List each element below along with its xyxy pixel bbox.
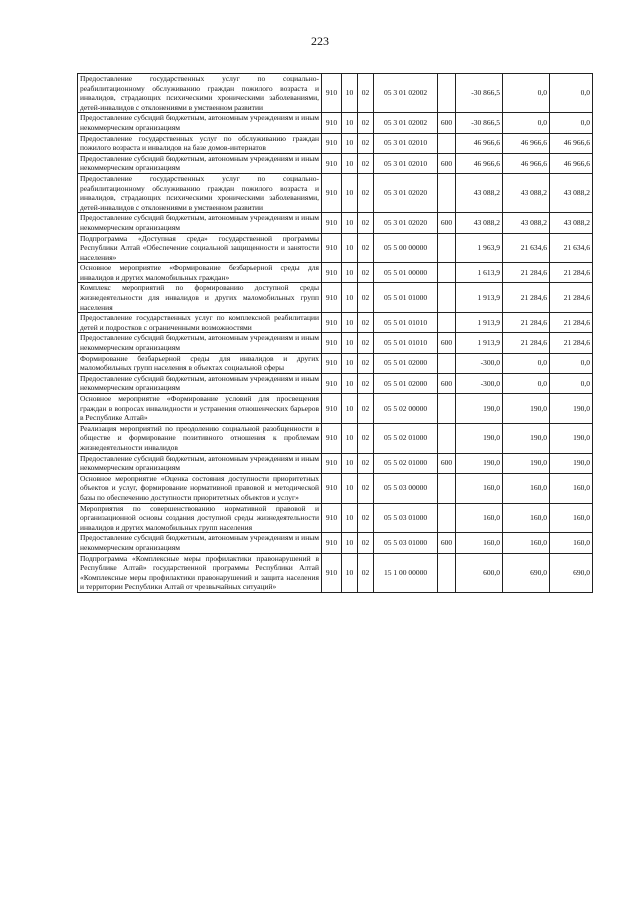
amount-year3-cell: 160,0 <box>550 503 593 533</box>
admin-code-cell: 910 <box>322 503 342 533</box>
section-code-cell: 10 <box>342 113 358 133</box>
subsection-code-cell: 02 <box>358 263 374 283</box>
section-code-cell: 10 <box>342 153 358 173</box>
section-code-cell: 10 <box>342 263 358 283</box>
expense-type-cell <box>438 263 456 283</box>
target-article-cell: 05 3 01 02020 <box>374 173 438 212</box>
row-name-cell: Предоставление субсидий бюджетным, автономным учреждениям и иным некоммерческим организациям <box>78 333 322 353</box>
admin-code-cell: 910 <box>322 373 342 393</box>
target-article-cell: 05 5 00 00000 <box>374 233 438 263</box>
amount-year2-cell: 43 088,2 <box>503 173 550 212</box>
admin-code-cell: 910 <box>322 473 342 503</box>
row-name-cell: Формирование безбарьерной среды для инвалидов и других маломобильных групп населения в объектах социальной сферы <box>78 353 322 373</box>
section-code-cell: 10 <box>342 333 358 353</box>
expense-type-cell <box>438 133 456 153</box>
section-code-cell: 10 <box>342 394 358 424</box>
subsection-code-cell: 02 <box>358 173 374 212</box>
amount-year2-cell: 21 284,6 <box>503 283 550 313</box>
amount-year3-cell: 160,0 <box>550 533 593 553</box>
amount-year1-cell: -30 866,5 <box>456 74 503 113</box>
row-name-cell: Предоставление субсидий бюджетным, автономным учреждениям и иным некоммерческим организациям <box>78 113 322 133</box>
subsection-code-cell: 02 <box>358 113 374 133</box>
expense-type-cell <box>438 353 456 373</box>
row-name-cell: Подпрограмма «Комплексные меры профилактики правонарушений в Республике Алтай» государственной программы Республики Алтай «Комплексные меры профилактики правонарушений и защита населения и территории Республики Алтай от чрезвычайных ситуаций» <box>78 553 322 592</box>
amount-year1-cell: 1 913,9 <box>456 333 503 353</box>
amount-year1-cell: 190,0 <box>456 394 503 424</box>
target-article-cell: 15 1 00 00000 <box>374 553 438 592</box>
row-name-cell: Основное мероприятие «Оценка состояния доступности приоритетных объектов и услуг, формирование нормативной правовой и методической базы по обеспечению доступности приоритетных объектов и услуг» <box>78 473 322 503</box>
subsection-code-cell: 02 <box>358 333 374 353</box>
expense-type-cell <box>438 313 456 333</box>
amount-year3-cell: 690,0 <box>550 553 593 592</box>
target-article-cell: 05 5 01 02000 <box>374 353 438 373</box>
subsection-code-cell: 02 <box>358 74 374 113</box>
section-code-cell: 10 <box>342 473 358 503</box>
row-name-cell: Основное мероприятие «Формирование безбарьерной среды для инвалидов и других маломобильных граждан» <box>78 263 322 283</box>
amount-year3-cell: 43 088,2 <box>550 213 593 233</box>
amount-year1-cell: -300,0 <box>456 373 503 393</box>
admin-code-cell: 910 <box>322 74 342 113</box>
expense-type-cell <box>438 173 456 212</box>
amount-year3-cell: 160,0 <box>550 473 593 503</box>
target-article-cell: 05 3 01 02010 <box>374 153 438 173</box>
amount-year2-cell: 21 284,6 <box>503 313 550 333</box>
amount-year3-cell: 21 634,6 <box>550 233 593 263</box>
admin-code-cell: 910 <box>322 133 342 153</box>
amount-year3-cell: 0,0 <box>550 113 593 133</box>
subsection-code-cell: 02 <box>358 503 374 533</box>
table-row <box>78 503 593 533</box>
amount-year1-cell: 160,0 <box>456 533 503 553</box>
target-article-cell: 05 3 01 02020 <box>374 213 438 233</box>
table-row <box>78 213 593 233</box>
subsection-code-cell: 02 <box>358 133 374 153</box>
amount-year1-cell: 46 966,6 <box>456 153 503 173</box>
table-row <box>78 553 593 592</box>
section-code-cell: 10 <box>342 133 358 153</box>
amount-year1-cell: -30 866,5 <box>456 113 503 133</box>
subsection-code-cell: 02 <box>358 423 374 453</box>
table-row <box>78 353 593 373</box>
target-article-cell: 05 5 03 01000 <box>374 533 438 553</box>
target-article-cell: 05 5 02 01000 <box>374 423 438 453</box>
expense-type-cell <box>438 553 456 592</box>
admin-code-cell: 910 <box>322 394 342 424</box>
target-article-cell: 05 5 01 01000 <box>374 283 438 313</box>
expense-type-cell: 600 <box>438 153 456 173</box>
target-article-cell: 05 5 03 00000 <box>374 473 438 503</box>
expense-type-cell <box>438 473 456 503</box>
subsection-code-cell: 02 <box>358 313 374 333</box>
section-code-cell: 10 <box>342 453 358 473</box>
row-name-cell: Подпрограмма «Доступная среда» государственной программы Республики Алтай «Обеспечение социальной защищенности и занятости населения» <box>78 233 322 263</box>
subsection-code-cell: 02 <box>358 213 374 233</box>
target-article-cell: 05 5 01 01010 <box>374 333 438 353</box>
row-name-cell: Предоставление субсидий бюджетным, автономным учреждениям и иным некоммерческим организациям <box>78 213 322 233</box>
amount-year3-cell: 21 284,6 <box>550 313 593 333</box>
amount-year2-cell: 0,0 <box>503 74 550 113</box>
amount-year1-cell: 1 913,9 <box>456 283 503 313</box>
amount-year1-cell: 1 963,9 <box>456 233 503 263</box>
section-code-cell: 10 <box>342 533 358 553</box>
amount-year3-cell: 21 284,6 <box>550 263 593 283</box>
section-code-cell: 10 <box>342 313 358 333</box>
amount-year3-cell: 190,0 <box>550 423 593 453</box>
admin-code-cell: 910 <box>322 153 342 173</box>
section-code-cell: 10 <box>342 233 358 263</box>
amount-year1-cell: 160,0 <box>456 473 503 503</box>
row-name-cell: Предоставление субсидий бюджетным, автономным учреждениям и иным некоммерческим организациям <box>78 373 322 393</box>
row-name-cell: Основное мероприятие «Формирование условий для просвещения граждан в вопросах инвалидности и устранения отношенческих барьеров в Республике Алтай» <box>78 394 322 424</box>
row-name-cell: Мероприятия по совершенствованию нормативной правовой и организационной основы создания доступной среды жизнедеятельности инвалидов и других маломобильных групп населения <box>78 503 322 533</box>
admin-code-cell: 910 <box>322 233 342 263</box>
admin-code-cell: 910 <box>322 113 342 133</box>
amount-year2-cell: 160,0 <box>503 533 550 553</box>
row-name-cell: Предоставление субсидий бюджетным, автономным учреждениям и иным некоммерческим организациям <box>78 453 322 473</box>
amount-year3-cell: 21 284,6 <box>550 333 593 353</box>
section-code-cell: 10 <box>342 74 358 113</box>
budget-table <box>77 73 593 593</box>
expense-type-cell: 600 <box>438 333 456 353</box>
section-code-cell: 10 <box>342 353 358 373</box>
amount-year3-cell: 43 088,2 <box>550 173 593 212</box>
expense-type-cell <box>438 394 456 424</box>
target-article-cell: 05 3 01 02010 <box>374 133 438 153</box>
table-row <box>78 113 593 133</box>
expense-type-cell: 600 <box>438 453 456 473</box>
admin-code-cell: 910 <box>322 533 342 553</box>
section-code-cell: 10 <box>342 553 358 592</box>
amount-year1-cell: 190,0 <box>456 453 503 473</box>
table-row <box>78 173 593 212</box>
row-name-cell: Предоставление государственных услуг по комплексной реабилитации детей и подростков с ограниченными возможностями <box>78 313 322 333</box>
subsection-code-cell: 02 <box>358 373 374 393</box>
section-code-cell: 10 <box>342 173 358 212</box>
table-row <box>78 313 593 333</box>
amount-year3-cell: 0,0 <box>550 373 593 393</box>
amount-year1-cell: 43 088,2 <box>456 173 503 212</box>
target-article-cell: 05 3 01 02002 <box>374 113 438 133</box>
amount-year1-cell: 1 613,9 <box>456 263 503 283</box>
amount-year1-cell: 600,0 <box>456 553 503 592</box>
section-code-cell: 10 <box>342 213 358 233</box>
admin-code-cell: 910 <box>322 353 342 373</box>
subsection-code-cell: 02 <box>358 394 374 424</box>
table-row <box>78 373 593 393</box>
admin-code-cell: 910 <box>322 553 342 592</box>
amount-year1-cell: 160,0 <box>456 503 503 533</box>
amount-year1-cell: -300,0 <box>456 353 503 373</box>
amount-year2-cell: 21 284,6 <box>503 333 550 353</box>
subsection-code-cell: 02 <box>358 473 374 503</box>
target-article-cell: 05 3 01 02002 <box>374 74 438 113</box>
table-row <box>78 333 593 353</box>
section-code-cell: 10 <box>342 373 358 393</box>
expense-type-cell: 600 <box>438 533 456 553</box>
subsection-code-cell: 02 <box>358 533 374 553</box>
table-row <box>78 283 593 313</box>
amount-year2-cell: 0,0 <box>503 373 550 393</box>
expense-type-cell <box>438 283 456 313</box>
table-row <box>78 394 593 424</box>
amount-year2-cell: 0,0 <box>503 353 550 373</box>
expense-type-cell <box>438 74 456 113</box>
table-row <box>78 133 593 153</box>
expense-type-cell <box>438 233 456 263</box>
amount-year2-cell: 0,0 <box>503 113 550 133</box>
amount-year2-cell: 190,0 <box>503 394 550 424</box>
table-row <box>78 533 593 553</box>
admin-code-cell: 910 <box>322 283 342 313</box>
target-article-cell: 05 5 03 01000 <box>374 503 438 533</box>
amount-year2-cell: 46 966,6 <box>503 133 550 153</box>
admin-code-cell: 910 <box>322 423 342 453</box>
admin-code-cell: 910 <box>322 263 342 283</box>
table-row <box>78 423 593 453</box>
target-article-cell: 05 5 02 00000 <box>374 394 438 424</box>
page-number: 223 <box>311 34 329 48</box>
subsection-code-cell: 02 <box>358 283 374 313</box>
target-article-cell: 05 5 01 02000 <box>374 373 438 393</box>
amount-year2-cell: 21 634,6 <box>503 233 550 263</box>
section-code-cell: 10 <box>342 423 358 453</box>
row-name-cell: Предоставление государственных услуг по социально-реабилитационному обслуживанию граждан пожилого возраста и инвалидов, страдающих психическими хроническими заболеваниями, детей-инвалидов с отклонениями в умственном развитии <box>78 74 322 113</box>
table-row <box>78 263 593 283</box>
target-article-cell: 05 5 02 01000 <box>374 453 438 473</box>
amount-year2-cell: 21 284,6 <box>503 263 550 283</box>
table-row <box>78 153 593 173</box>
subsection-code-cell: 02 <box>358 453 374 473</box>
row-name-cell: Предоставление субсидий бюджетным, автономным учреждениям и иным некоммерческим организациям <box>78 533 322 553</box>
expense-type-cell <box>438 423 456 453</box>
amount-year1-cell: 190,0 <box>456 423 503 453</box>
amount-year3-cell: 190,0 <box>550 453 593 473</box>
section-code-cell: 10 <box>342 283 358 313</box>
amount-year2-cell: 690,0 <box>503 553 550 592</box>
table-row <box>78 74 593 113</box>
expense-type-cell: 600 <box>438 113 456 133</box>
admin-code-cell: 910 <box>322 453 342 473</box>
subsection-code-cell: 02 <box>358 353 374 373</box>
section-code-cell: 10 <box>342 503 358 533</box>
subsection-code-cell: 02 <box>358 553 374 592</box>
table-row <box>78 453 593 473</box>
amount-year2-cell: 160,0 <box>503 473 550 503</box>
subsection-code-cell: 02 <box>358 153 374 173</box>
amount-year1-cell: 43 088,2 <box>456 213 503 233</box>
row-name-cell: Реализация мероприятий по преодолению социальной разобщенности в обществе и формирование позитивного отношения к проблемам жизнедеятельности инвалидов <box>78 423 322 453</box>
table-body <box>78 74 593 593</box>
amount-year3-cell: 46 966,6 <box>550 153 593 173</box>
row-name-cell: Предоставление субсидий бюджетным, автономным учреждениям и иным некоммерческим организациям <box>78 153 322 173</box>
amount-year2-cell: 190,0 <box>503 423 550 453</box>
target-article-cell: 05 5 01 00000 <box>374 263 438 283</box>
amount-year1-cell: 1 913,9 <box>456 313 503 333</box>
expense-type-cell: 600 <box>438 213 456 233</box>
row-name-cell: Предоставление государственных услуг по обслуживанию граждан пожилого возраста и инвалидов на базе домов-интернатов <box>78 133 322 153</box>
amount-year3-cell: 0,0 <box>550 353 593 373</box>
amount-year2-cell: 46 966,6 <box>503 153 550 173</box>
amount-year3-cell: 21 284,6 <box>550 283 593 313</box>
admin-code-cell: 910 <box>322 173 342 212</box>
row-name-cell: Предоставление государственных услуг по социально-реабилитационному обслуживанию граждан пожилого возраста и инвалидов, страдающих психическими хроническими заболеваниями, детей-инвалидов с отклонениями в умственном развитии <box>78 173 322 212</box>
amount-year2-cell: 43 088,2 <box>503 213 550 233</box>
target-article-cell: 05 5 01 01010 <box>374 313 438 333</box>
row-name-cell: Комплекс мероприятий по формированию доступной среды жизнедеятельности для инвалидов и других маломобильных групп населения <box>78 283 322 313</box>
admin-code-cell: 910 <box>322 213 342 233</box>
table-row <box>78 473 593 503</box>
amount-year3-cell: 46 966,6 <box>550 133 593 153</box>
admin-code-cell: 910 <box>322 313 342 333</box>
amount-year3-cell: 0,0 <box>550 74 593 113</box>
table-row <box>78 233 593 263</box>
amount-year3-cell: 190,0 <box>550 394 593 424</box>
amount-year2-cell: 160,0 <box>503 503 550 533</box>
amount-year2-cell: 190,0 <box>503 453 550 473</box>
amount-year1-cell: 46 966,6 <box>456 133 503 153</box>
expense-type-cell: 600 <box>438 373 456 393</box>
expense-type-cell <box>438 503 456 533</box>
admin-code-cell: 910 <box>322 333 342 353</box>
subsection-code-cell: 02 <box>358 233 374 263</box>
